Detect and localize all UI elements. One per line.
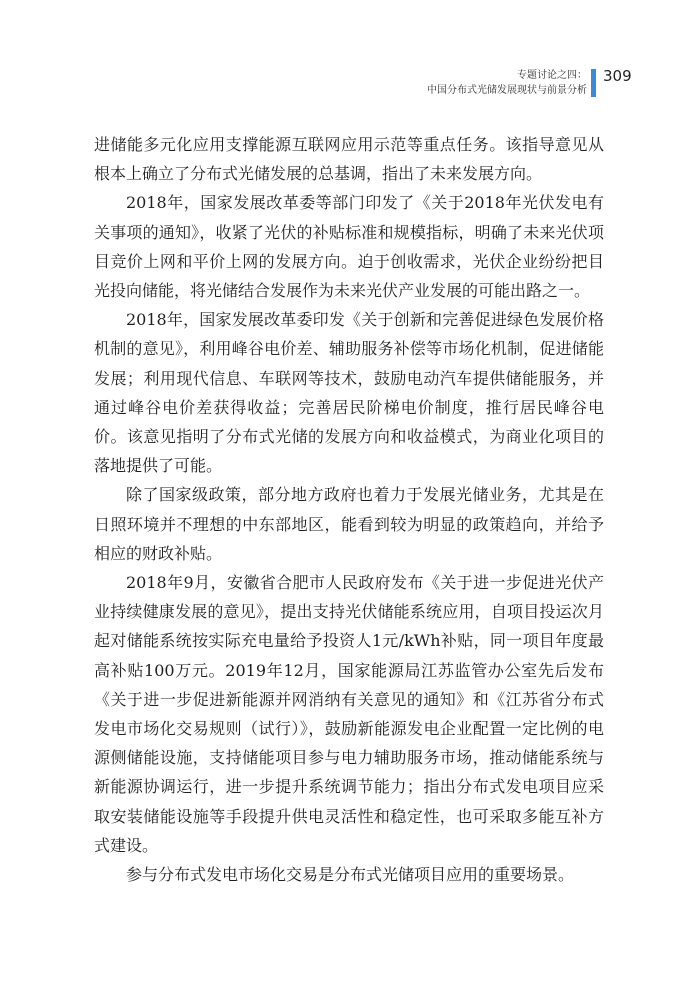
- header-accent-bar: [591, 69, 596, 97]
- section-label: 专题讨论之四：: [517, 70, 587, 81]
- body-text: [94, 130, 604, 889]
- chapter-title: 中国分布式光储发展现状与前景分析: [427, 85, 587, 96]
- running-header: [427, 68, 587, 98]
- paragraph-5: 2018年9月，安徽省合肥市人民政府发布《关于进一步促进光伏产业持续健康发展的意见》，提出支持光伏储能系统应用，自项目投运次月起对储能系统按实际充电量给予投资人1元/kWh补贴，同一项目年度最高补贴100万元。2019年12月，国家能源局江苏监管办公室先后发布《关于进一步促进新能源并网消纳有关意见的通知》和《江苏省分布式发电市场化交易规则（试行）》，鼓励新能源发电企业配置一定比例的电源侧储能设施，支持储能项目参与电力辅助服务市场，推动储能系统与新能源协调运行，进一步提升系统调节能力；指出分布式发电项目应采取安装储能设施等手段提升供电灵活性和稳定性，也可采取多能互补方式建设。: [94, 573, 604, 855]
- page-number: 309: [603, 67, 632, 85]
- paragraph-2: 2018年，国家发展改革委等部门印发了《关于2018年光伏发电有关事项的通知》，收紧了光伏的补贴标准和规模指标，明确了未来光伏项目竞价上网和平价上网的发展方向。迫于创收需求，光伏企业纷纷把目光投向储能，将光储结合发展作为未来光伏产业发展的可能出路之一。: [94, 193, 604, 301]
- paragraph-3: 2018年，国家发展改革委印发《关于创新和完善促进绿色发展价格机制的意见》，利用峰谷电价差、辅助服务补偿等市场化机制，促进储能发展；利用现代信息、车联网等技术，鼓励电动汽车提供储能服务，并通过峰谷电价差获得收益；完善居民阶梯电价制度，推行居民峰谷电价。该意见指明了分布式光储的发展方向和收益模式，为商业化项目的落地提供了可能。: [94, 310, 604, 476]
- paragraph-6: 参与分布式发电市场化交易是分布式光储项目应用的重要场景。: [126, 865, 575, 885]
- paragraph-1: 进储能多元化应用支撑能源互联网应用示范等重点任务。该指导意见从根本上确立了分布式光储发展的总基调，指出了未来发展方向。: [94, 135, 604, 184]
- paragraph-4: 除了国家级政策，部分地方政府也着力于发展光储业务，尤其是在日照环境并不理想的中东部地区，能看到较为明显的政策趋向，并给予相应的财政补贴。: [94, 485, 604, 563]
